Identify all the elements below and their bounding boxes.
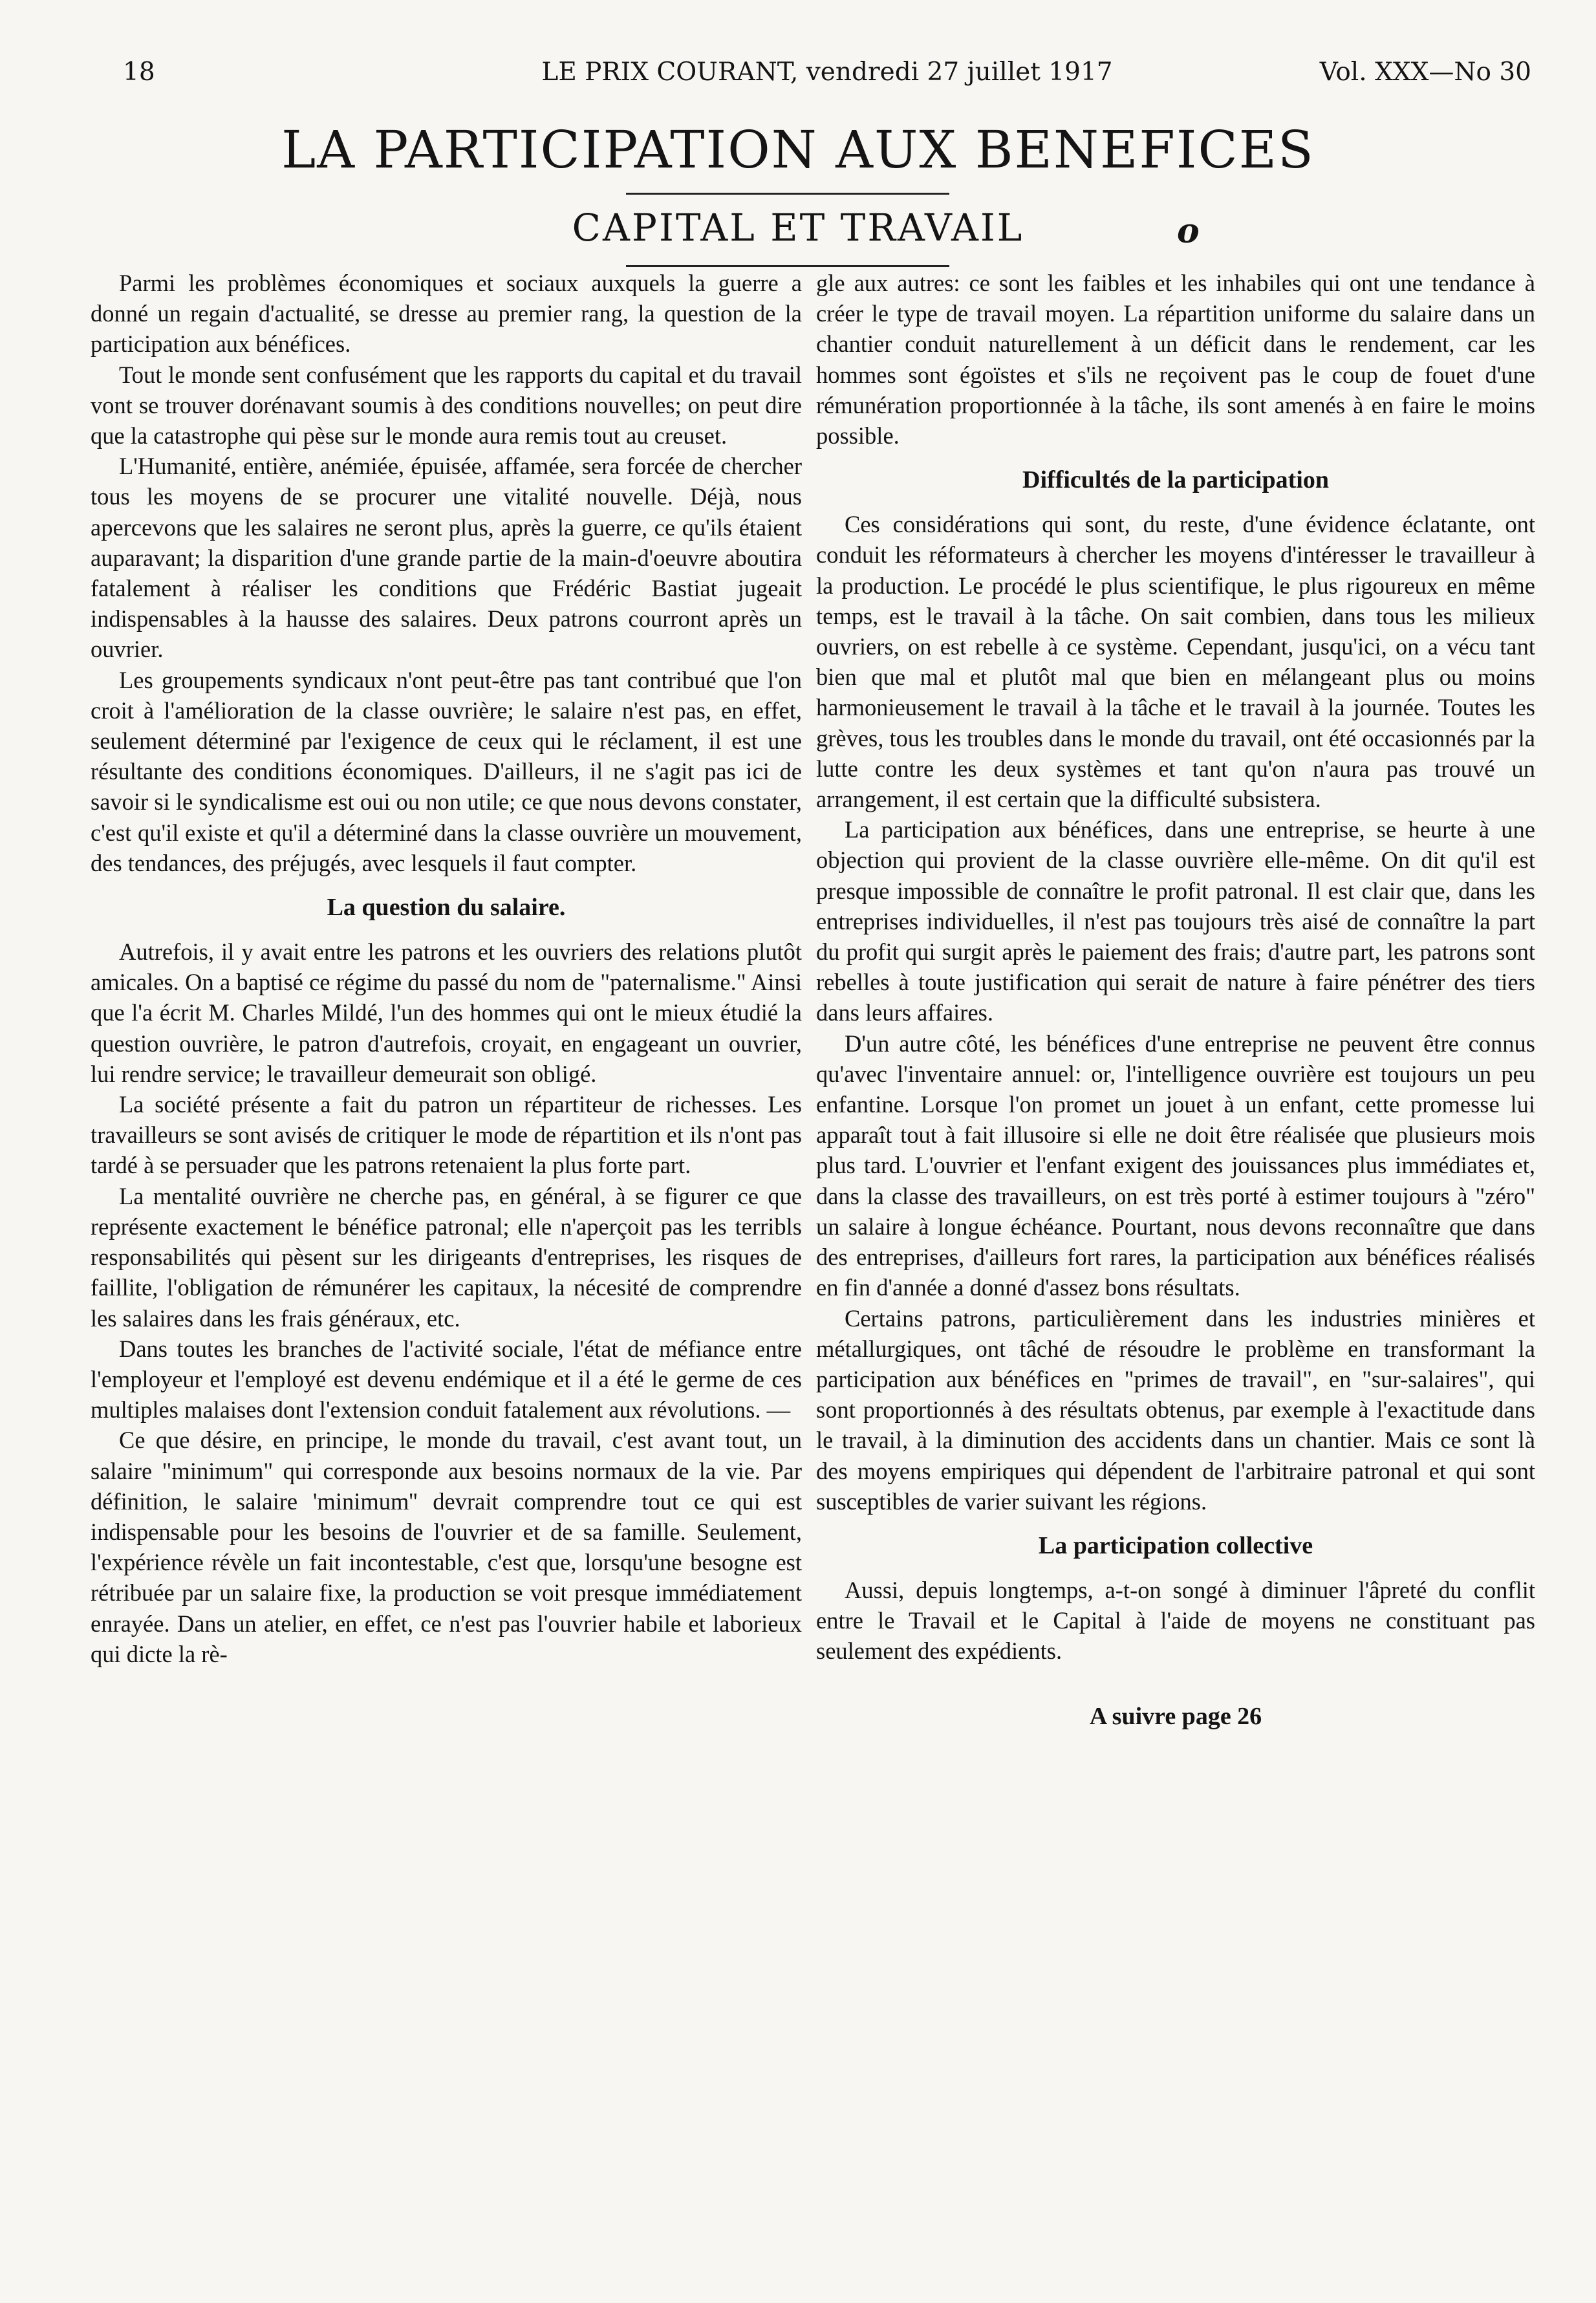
paragraph: L'Humanité, entière, anémiée, épuisée, affamée, sera forcée de chercher tous les moyens de se procurer une vitalité nouvelle. Déjà, nous apercevons que les salaires ne seront plus, après la guerre, ce qu'ils étaient auparavant; la disparition d'une grande partie de la main-d'oeuvre aboutira fatalement à réaliser les conditions que Frédéric Bastiat jugeait indispensables à la hausse des salaires. Deux patrons courront après un ouvrier. xyxy=(91,453,802,663)
paragraph: D'un autre côté, les bénéfices d'une entreprise ne peuvent être connus qu'avec l'inventaire annuel: or, l'intelligence ouvrière est toujours un peu enfantine. Lorsque l'on promet un jouet à un enfant, cette promesse lui apparaît tout à fait illusoire si elle ne doit être réalisée que plusieurs mois plus tard. L'ouvrier et l'enfant exigent des jouissances plus immédiates et, dans la classe des travailleurs, on est très porté à estimer toujours à "zéro" un salaire à longue échéance. Pourtant, nous devons reconnaître que dans des entreprises, d'ailleurs fort rares, la participation aux bénéfices réalisés en fin d'année a donné d'assez bons résultats. xyxy=(816,1030,1535,1301)
publication-line: LE PRIX COURANT, vendredi 27 juillet 1917 xyxy=(541,58,1113,87)
section-heading-difficultes: Difficultés de la participation xyxy=(1022,466,1329,494)
volume-number: Vol. XXX—No 30 xyxy=(1319,58,1531,87)
paragraph: Dans toutes les branches de l'activité sociale, l'état de méfiance entre l'employeur et l'employé est devenu endémique et il a été le germe de ces multiples malaises dont l'extension conduit fatalement aux révolutions. — xyxy=(91,1335,802,1423)
paragraph: Tout le monde sent confusément que les rapports du capital et du travail vont se trouver dorénavant soumis à des conditions nouvelles; on peut dire que la catastrophe qui pèse sur le monde aura remis tout au creuset. xyxy=(91,361,802,449)
paragraph: Ces considérations qui sont, du reste, d'une évidence éclatante, ont conduit les réformateurs à chercher les moyens d'intéresser le travailleur à la production. Le procédé le plus scientifique, le plus rigoureux en même temps, est le travail à la tâche. On sait combien, dans tous les milieux ouvriers, on est rebelle à ce système. Cependant, jusqu'ici, on a vécu tant bien que mal et plutôt mal que bien en mélangeant plus ou moins harmonieusement le travail à la tâche et le travail à la journée. Toutes les grèves, tous les troubles dans le monde du travail, ont été occasionnés par la lutte contre les deux systèmes et tant qu'on n'aura pas trouvé un arrangement, il est certain que la difficulté subsistera. xyxy=(816,511,1535,813)
article-title: LA PARTICIPATION AUX BENEFICES xyxy=(281,120,1315,180)
paragraph: La participation aux bénéfices, dans une entreprise, se heurte à une objection qui provient de la classe ouvrière elle-même. On dit qu'il est presque impossible de connaître le profit patronal. Il est clair que, dans les entreprises individuelles, il n'est pas toujours très aisé de connaître la part du profit qui surgit après le paiement des frais; d'autre part, les patrons sont rebelles à toute justification qui serait de nature à faire pénétrer des tiers dans leurs affaires. xyxy=(816,816,1535,1026)
margin-mark: o xyxy=(1177,211,1200,251)
left-column xyxy=(91,268,802,1669)
paragraph: La société présente a fait du patron un répartiteur de richesses. Les travailleurs se sont avisés de critiquer le mode de répartition et ils n'ont pas tardé à se persuader que les patrons retenaient la plus forte part. xyxy=(91,1091,802,1179)
title-rule-bottom xyxy=(626,265,949,267)
paragraph: Certains patrons, particulièrement dans les industries minières et métallurgiques, ont tâché de résoudre le problème en transformant la participation aux bénéfices en "primes de travail", en "sur-salaires", qui sont proportionnés à des résultats obtenus, par exemple à l'exactitude dans le travail, à la diminution des accidents dans un chantier. Mais ce sont là des moyens empiriques qui dépendent de l'arbitraire patronal et qui sont susceptibles de varier suivant les régions. xyxy=(816,1304,1535,1515)
continued-notice: A suivre page 26 xyxy=(1089,1702,1262,1730)
section-heading-salaire: La question du salaire. xyxy=(327,894,566,922)
paragraph: Les groupements syndicaux n'ont peut-être pas tant contribué que l'on croit à l'amélioration de la classe ouvrière; le salaire n'est pas, en effet, seulement déterminé par l'exigence de ceux qui le réclament, il est une résultante des conditions économiques. D'ailleurs, il ne s'agit pas ici de savoir si le syndicalisme est oui ou non utile; ce que nous devons constater, c'est qu'il existe et qu'il a déterminé dans la classe ouvrière un mouvement, des tendances, des préjugés, avec lesquels il faut compter. xyxy=(91,666,802,876)
section-heading-collective: La participation collective xyxy=(1038,1531,1313,1559)
paragraph: La mentalité ouvrière ne cherche pas, en général, à se figurer ce que représente exactement le bénéfice patronal; elle n'aperçoit pas les terribls responsabilités qui pèsent sur les dirigeants d'entreprises, les risques de faillite, l'obligation de rémunérer les capitaux, la nécesité de comprendre les salaires dans les frais généraux, etc. xyxy=(91,1182,802,1332)
title-rule-top xyxy=(626,193,949,195)
paragraph: Autrefois, il y avait entre les patrons et les ouvriers des relations plutôt amicales. On a baptisé ce régime du passé du nom de "paternalisme." Ainsi que l'a écrit M. Charles Mildé, l'un des hommes qui ont le mieux étudié la question ouvrière, le patron d'autrefois, croyait, en engageant un ouvrier, lui rendre service; le travailleur demeurait son obligé. xyxy=(91,938,802,1087)
page-number: 18 xyxy=(123,58,155,87)
paragraph: Aussi, depuis longtemps, a-t-on songé à diminuer l'âpreté du conflit entre le Travail et le Capital à l'aide de moyens ne constituant pas seulement des expédients. xyxy=(816,1576,1535,1665)
article-subtitle: CAPITAL ET TRAVAIL xyxy=(572,206,1024,250)
paragraph: Ce que désire, en principe, le monde du travail, c'est avant tout, un salaire "minimum" qui corresponde aux besoins normaux de la vie. Par définition, le salaire 'minimum'' devrait comprendre tout ce qui est indispensable pour les besoins de l'ouvrier et de sa famille. Seulement, l'expérience révèle un fait incontestable, c'est que, lorsqu'une besogne est rétribuée par un salaire fixe, la production se voit presque immédiatement enrayée. Dans un atelier, en effet, ce n'est pas l'ouvrier habile et laborieux qui dicte la rè- xyxy=(91,1427,802,1667)
paragraph: gle aux autres: ce sont les faibles et les inhabiles qui ont une tendance à créer le type de travail moyen. La répartition uniforme du salaire dans un chantier conduit naturellement à un déficit dans le rendement, car les hommes sont égoïstes et s'ils ne reçoivent pas le coup de fouet d'une rémunération proportionnée à la tâche, ils sont amenés à en faire le moins possible. xyxy=(816,270,1535,449)
paragraph: Parmi les problèmes économiques et sociaux auxquels la guerre a donné un regain d'actualité, se dresse au premier rang, la question de la participation aux bénéfices. xyxy=(91,270,802,358)
running-head xyxy=(123,53,1531,92)
right-column xyxy=(816,268,1535,1746)
